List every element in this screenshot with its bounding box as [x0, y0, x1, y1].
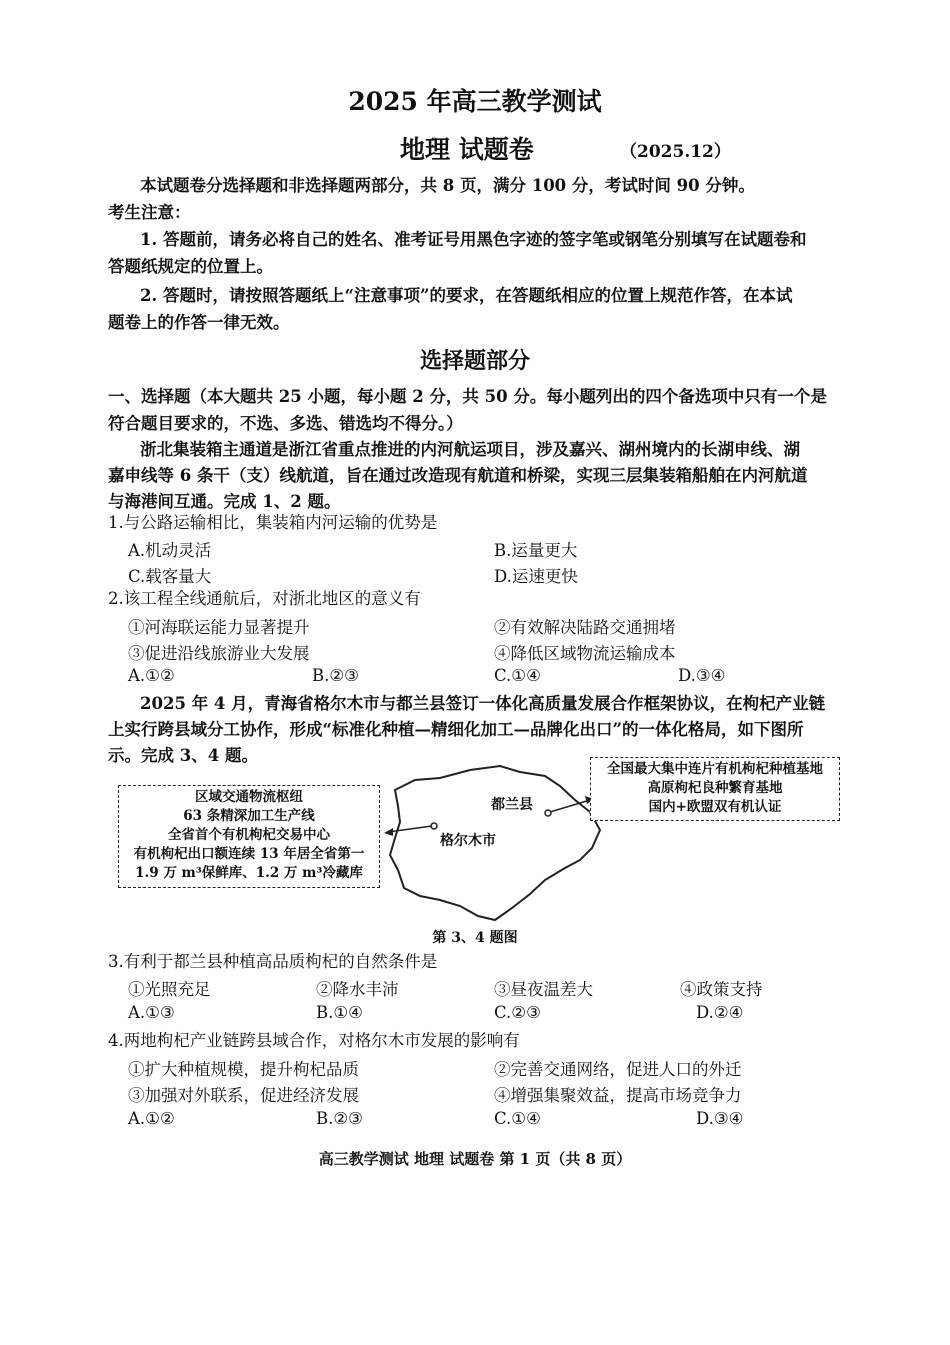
golmud-label: 格尔木市 [440, 833, 496, 849]
q1-option-d: D.运速更快 [494, 567, 578, 586]
q1-option-c: C.载客量大 [128, 567, 212, 586]
part1-head-b: 符合题目要求的，不选、多选、错选均不得分。） [108, 414, 463, 433]
q4-statement-2: ②完善交通网络，促进人口的外迁 [494, 1060, 742, 1079]
passage1-line1: 浙北集装箱主通道是浙江省重点推进的内河航运项目，涉及嘉兴、湖州境内的长湖申线、湖 [140, 440, 800, 459]
section-title: 选择题部分 [419, 348, 530, 374]
dulan-point [545, 810, 551, 816]
dulan-info-1: 全国最大集中连片有机枸杞种植基地 [607, 761, 823, 777]
q2-option-c: C.①④ [494, 666, 541, 685]
golmud-info-2: 63 条精深加工生产线 [183, 808, 315, 824]
q3-option-a: A.①③ [128, 1003, 175, 1022]
q4-option-b: B.②③ [316, 1109, 363, 1128]
dulan-info-box [590, 757, 840, 821]
q4-statement-1: ①扩大种植规模，提升枸杞品质 [128, 1060, 359, 1079]
golmud-info-box [118, 785, 380, 888]
part1-head-a: 一、选择题（本大题共 25 小题，每小题 2 分，共 50 分。每小题列出的四个备选项中只有一个是 [108, 387, 827, 406]
page-footer: 高三教学测试 地理 试题卷 第 1 页（共 8 页） [318, 1150, 632, 1168]
q4-statement-3: ③加强对外联系，促进经济发展 [128, 1086, 359, 1105]
dulan-info-3: 国内+欧盟双有机认证 [648, 799, 782, 815]
q3-option-c: C.②③ [494, 1003, 541, 1022]
q3-option-b: B.①④ [316, 1003, 363, 1022]
q2-statement-2: ②有效解决陆路交通拥堵 [494, 618, 676, 637]
note-1a: 1. 答题前，请务必将自己的姓名、准考证号用黑色字迹的签字笔或钢笔分别填写在试题卷和 [140, 230, 807, 249]
q3-statement-2: ②降水丰沛 [316, 980, 399, 999]
passage2-line1: 2025 年 4 月，青海省格尔木市与都兰县签订一体化高质量发展合作框架协议，在枸杞产业链 [140, 694, 826, 713]
q2-statement-1: ①河海联运能力显著提升 [128, 618, 310, 637]
dulan-label: 都兰县 [491, 797, 533, 813]
note-2b: 题卷上的作答一律无效。 [108, 313, 290, 332]
q4-option-a: A.①② [128, 1109, 175, 1128]
q4-option-c: C.①④ [494, 1109, 541, 1128]
q3-statement-3: ③昼夜温差大 [494, 980, 593, 999]
q2-stem: 2.该工程全线通航后，对浙北地区的意义有 [108, 589, 421, 608]
passage2-line3: 示。完成 3、4 题。 [108, 746, 258, 765]
q2-statement-4: ④降低区域物流运输成本 [494, 644, 676, 663]
intro-line: 本试题卷分选择题和非选择题两部分，共 8 页，满分 100 分，考试时间 90 分钟。 [140, 176, 755, 195]
note-1b: 答题纸规定的位置上。 [108, 257, 273, 276]
golmud-info-3: 全省首个有机枸杞交易中心 [168, 827, 330, 843]
q3-statement-1: ①光照充足 [128, 980, 211, 999]
passage2-line2: 上实行跨县域分工协作，形成“标准化种植—精细化加工—品牌化出口”的一体化格局，如下图所 [108, 720, 804, 739]
q1-stem: 1.与公路运输相比，集装箱内河运输的优势是 [108, 513, 438, 532]
q1-option-b: B.运量更大 [494, 541, 578, 560]
exam-title: 2025 年高三教学测试 [348, 87, 602, 116]
q3-option-d: D.②④ [696, 1003, 744, 1022]
q4-option-d: D.③④ [696, 1109, 744, 1128]
q4-stem: 4.两地枸杞产业链跨县域合作，对格尔木市发展的影响有 [108, 1031, 520, 1050]
arrow-line-left [388, 826, 432, 832]
q3-statement-4: ④政策支持 [680, 980, 763, 999]
golmud-info-4: 有机枸杞出口额连续 13 年居全省第一 [133, 846, 365, 862]
q4-statement-4: ④增强集聚效益，提高市场竞争力 [494, 1086, 742, 1105]
arrowhead-left [384, 828, 393, 836]
q2-option-a: A.①② [128, 666, 175, 685]
q2-option-b: B.②③ [312, 666, 359, 685]
notice-title: 考生注意： [108, 203, 191, 222]
note-2a: 2. 答题时，请按照答题纸上“注意事项”的要求，在答题纸相应的位置上规范作答，在本试 [140, 286, 793, 305]
figure-caption: 第 3、4 题图 [432, 930, 518, 946]
q1-option-a: A.机动灵活 [128, 541, 212, 560]
golmud-info-5: 1.9 万 m³保鲜库、1.2 万 m³冷藏库 [135, 865, 363, 881]
passage1-line3: 与海港间互通。完成 1、2 题。 [108, 492, 341, 511]
q2-option-d: D.③④ [678, 666, 726, 685]
q3-stem: 3.有利于都兰县种植高品质枸杞的自然条件是 [108, 952, 438, 971]
dulan-info-2: 高原枸杞良种繁育基地 [647, 780, 783, 796]
q2-statement-3: ③促进沿线旅游业大发展 [128, 644, 310, 663]
golmud-info-1: 区域交通物流枢纽 [195, 789, 303, 805]
exam-date: （2025.12） [620, 142, 731, 162]
passage1-line2: 嘉申线等 6 条干（支）线航道，旨在通过改造现有航道和桥梁，实现三层集装箱船舶在内河航道 [108, 466, 808, 485]
exam-subtitle: 地理 试题卷 [400, 135, 534, 164]
